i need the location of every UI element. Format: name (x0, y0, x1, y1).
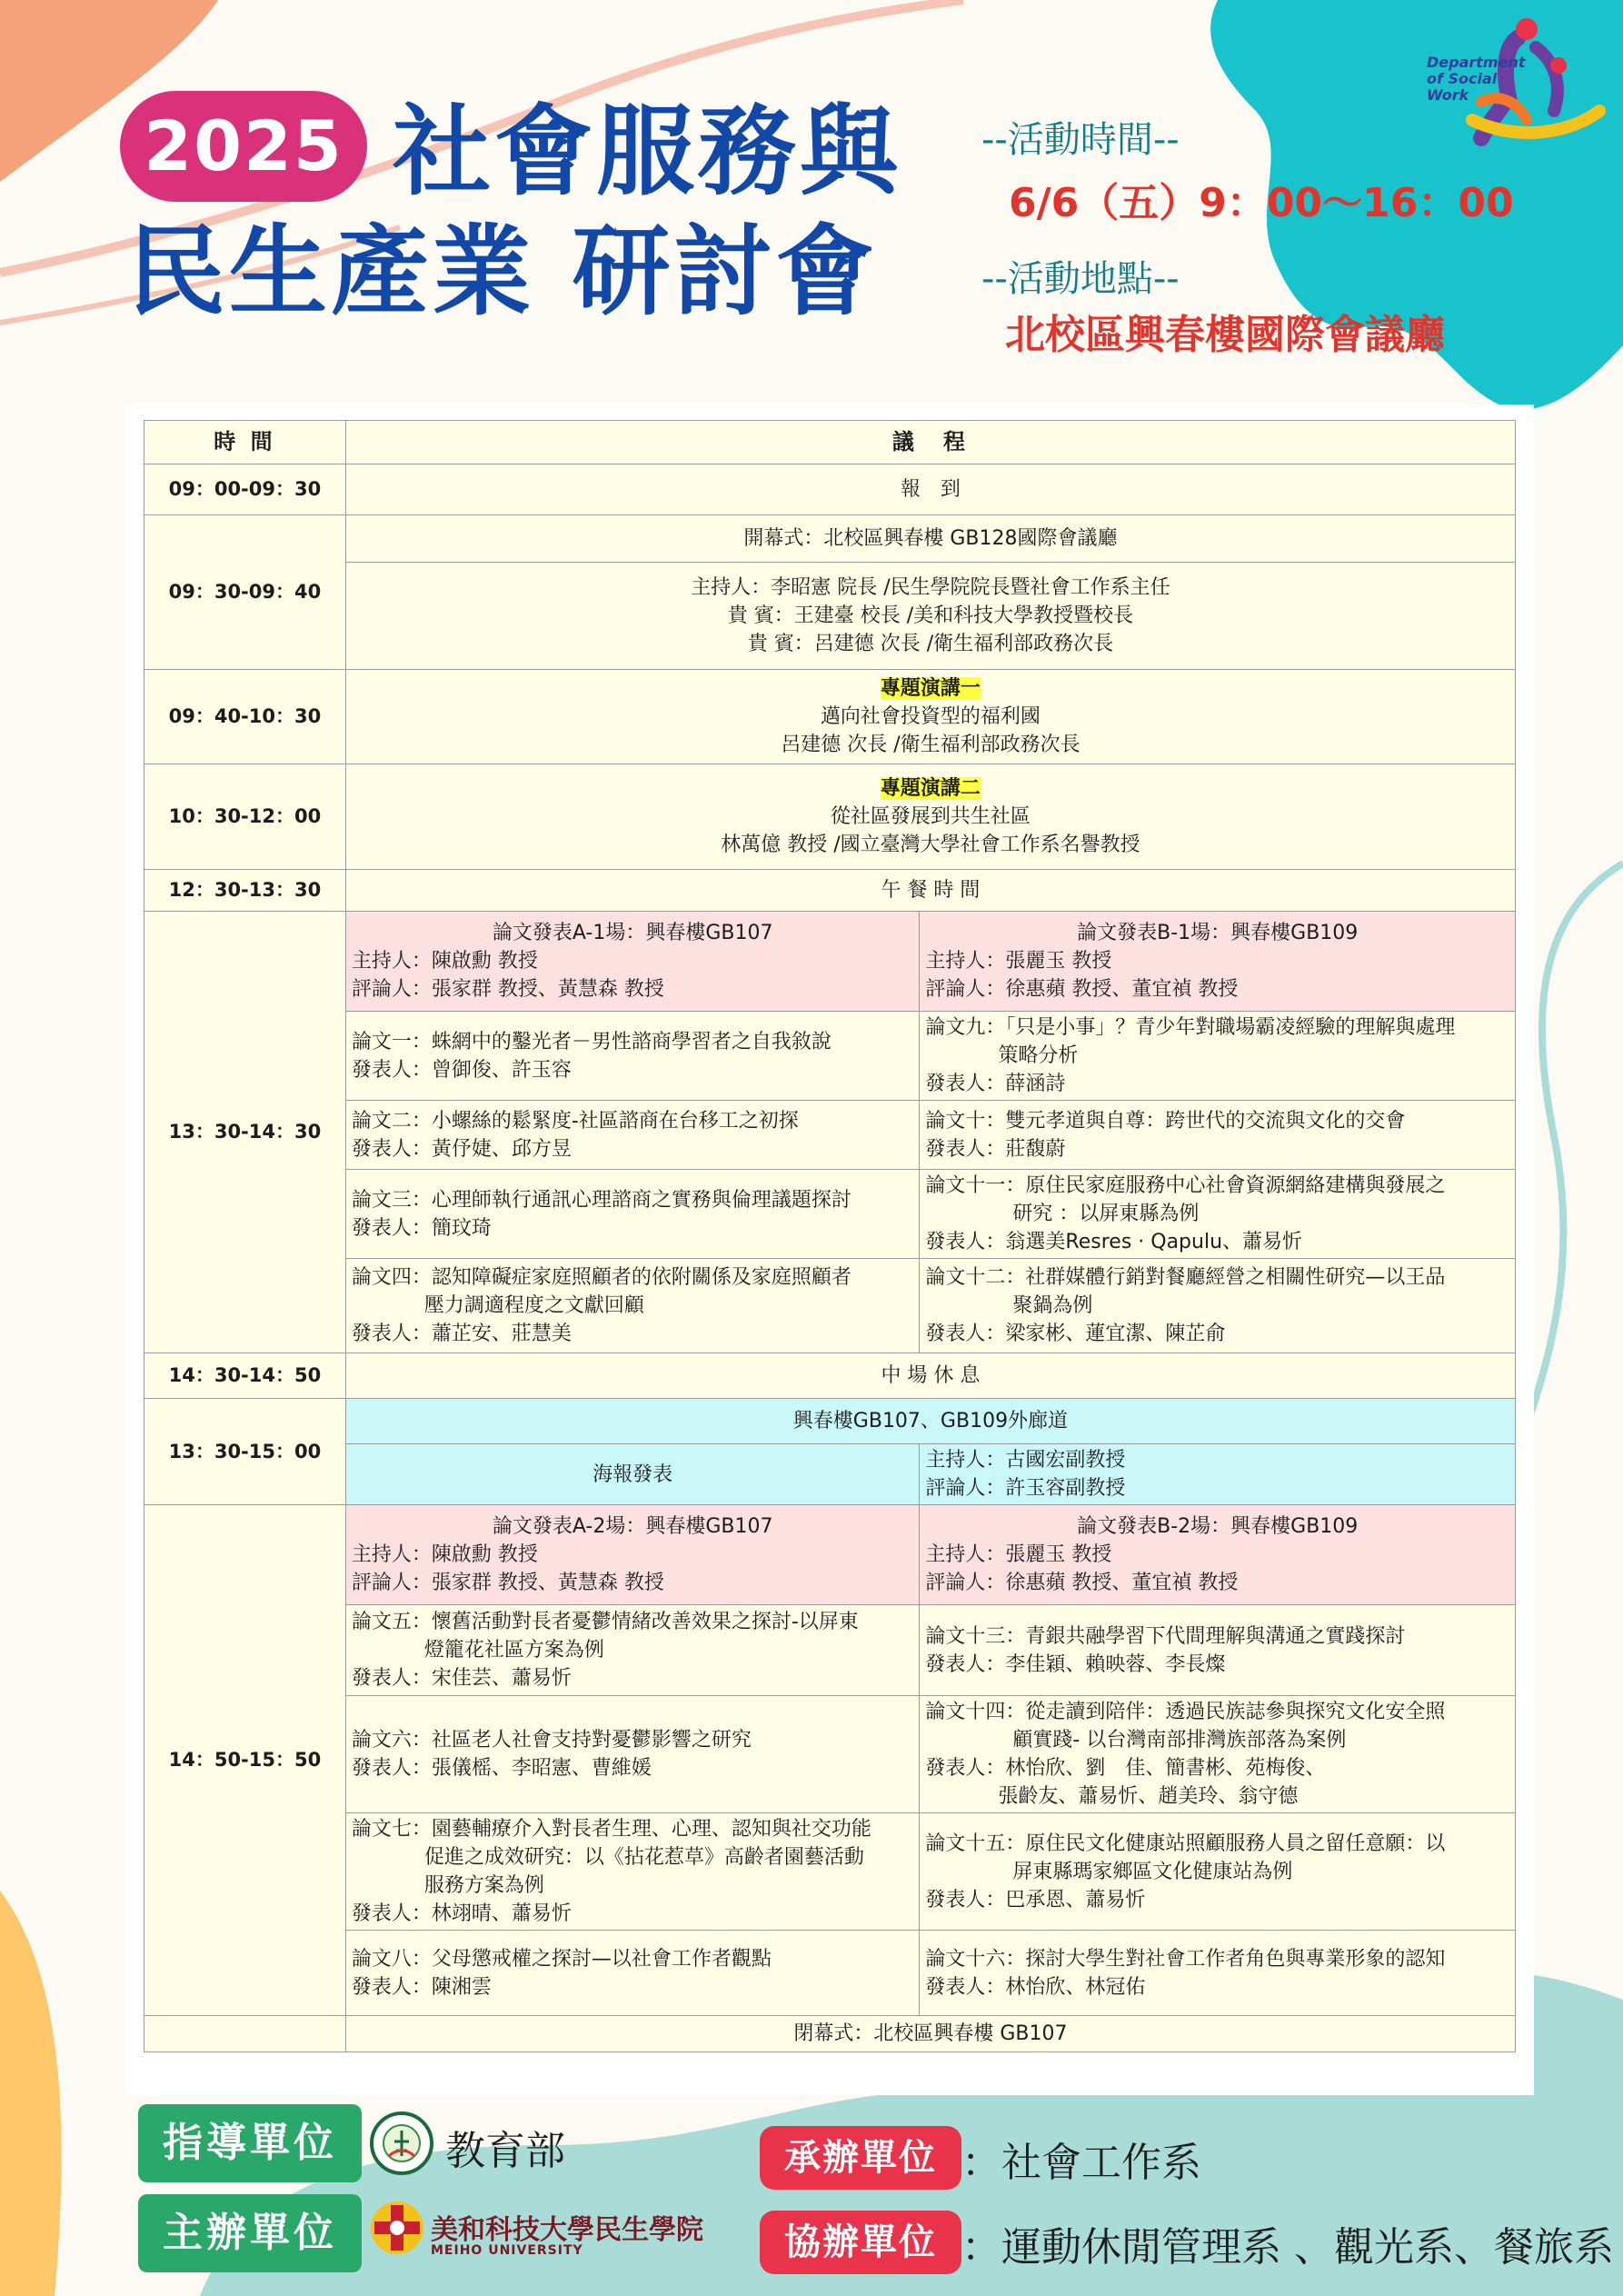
poster-session-label: 海報發表 (345, 1444, 920, 1505)
time-cell (144, 2016, 346, 2052)
host-unit-badge: 承辦單位 (760, 2126, 961, 2190)
event-place-label: --活動地點-- (981, 258, 1180, 300)
event-time-value: 6/6（五）9：00～16：00 (1009, 180, 1514, 226)
time-cell: 09：30-09：40 (144, 515, 346, 670)
meiho-university-logo-icon (369, 2200, 425, 2256)
table-row (144, 515, 1516, 563)
paper-7: 論文七：園藝輔療介入對長者生理、心理、認知與社交功能 促進之成效研究：以《拈花惹草》高齡者園藝活動 服務方案為例 發表人：林翊晴、蕭易忻 (345, 1813, 920, 1931)
guide-unit-value: 教育部 (445, 2128, 565, 2174)
table-row (144, 1505, 1516, 1605)
paper-15: 論文十五：原住民文化健康站照顧服務人員之留任意願：以 屏東縣瑪家鄉區文化健康站為例 發表人：巴承恩、蕭易忻 (920, 1813, 1516, 1931)
agenda-cell: 報 到 (345, 464, 1515, 515)
paper-1: 論文一：蛛網中的鑿光者－男性諮商學習者之自我敘說 發表人：曾御俊、許玉容 (345, 1012, 920, 1101)
table-row (144, 1259, 1516, 1353)
opening-hosts: 主持人：李昭憲 院長 /民生學院院長暨社會工作系主任 貴 賓：王建臺 校長 /美和科技大學教授暨校長 貴 賓：呂建德 次長 /衛生福利部政務次長 (345, 563, 1515, 670)
time-cell: 13：30-15：00 (144, 1399, 346, 1505)
table-row (144, 1170, 1516, 1259)
table-row (144, 1353, 1516, 1399)
event-time-label: --活動時間-- (981, 119, 1180, 161)
organizer-badge: 主辦單位 (138, 2194, 362, 2272)
paper-6: 論文六：社區老人社會支持對憂鬱影響之研究 發表人：張儀榣、李昭憲、曹維媛 (345, 1696, 920, 1813)
table-row (144, 912, 1516, 1012)
closing-ceremony: 閉幕式：北校區興春樓 GB107 (345, 2016, 1515, 2052)
paper-11: 論文十一：原住民家庭服務中心社會資源網絡建構與發展之 研究 ：以屏東縣為例 發表人：翁選美Resres · Qapulu、蕭易忻 (920, 1170, 1516, 1259)
table-row (144, 2016, 1516, 2052)
paper-4: 論文四：認知障礙症家庭照顧者的依附關係及家庭照顧者 壓力調適程度之文獻回顧 發表人：蕭芷安、莊慧美 (345, 1259, 920, 1353)
keynote-2: 專題演講二 從社區發展到共生社區 林萬億 教授 /國立臺灣大學社會工作系名譽教授 (345, 764, 1515, 870)
co-organizer-badge: 協辦單位 (760, 2211, 961, 2274)
paper-10: 論文十：雙元孝道與自尊：跨世代的交流與文化的交會 發表人：莊馥蔚 (920, 1101, 1516, 1170)
logo-text: Department of Social Work (1427, 54, 1526, 104)
paper-5: 論文五：懷舊活動對長者憂鬱情緒改善效果之探討-以屏東 燈籠花社區方案為例 發表人：宋佳芸、蕭易忻 (345, 1605, 920, 1696)
host-unit-value: ：社會工作系 (961, 2140, 1201, 2186)
paper-9: 論文九：「只是小事」？青少年對職場霸凌經驗的理解與處理 策略分析 發表人：薛涵詩 (920, 1012, 1516, 1101)
table-row (144, 764, 1516, 870)
table-row (144, 1101, 1516, 1170)
paper-16: 論文十六：探討大學生對社會工作者角色與專業形象的認知 發表人：林怡欣、林冠佑 (920, 1931, 1516, 2016)
time-cell: 13：30-14：30 (144, 912, 346, 1353)
time-cell: 09：00-09：30 (144, 464, 346, 515)
organizer-name: 美和科技大學民生學院 (431, 2214, 703, 2246)
event-title-line2: 民生產業 研討會 (127, 215, 878, 329)
session-b1-header: 論文發表B-1場：興春樓GB109 主持人：張麗玉 教授 評論人：徐惠蘋 教授、董宜禎 教授 (920, 912, 1516, 1012)
poster-location: 興春樓GB107、GB109外廊道 (345, 1399, 1515, 1444)
session-a1-header: 論文發表A-1場：興春樓GB107 主持人：陳啟勳 教授 評論人：張家群 教授、黃慧森 教授 (345, 912, 920, 1012)
time-cell: 14：50-15：50 (144, 1505, 346, 2016)
column-header-time: 時 間 (144, 421, 346, 464)
paper-12: 論文十二：社群媒體行銷對餐廳經營之相關性研究—以王品 聚鍋為例 發表人：梁家彬、蓮宜潔、陳芷俞 (920, 1259, 1516, 1353)
paper-14: 論文十四：從走讀到陪伴：透過民族誌參與探究文化安全照 顧實踐- 以台灣南部排灣族部落為案例 發表人：林怡欣、劉 佳、簡書彬、苑梅俊、 張齡友、蕭易忻、趙美玲、翁守德 (920, 1696, 1516, 1813)
table-row (144, 1813, 1516, 1931)
agenda-cell: 午 餐 時 間 (345, 870, 1515, 912)
time-cell: 12：30-13：30 (144, 870, 346, 912)
paper-2: 論文二：小螺絲的鬆緊度-社區諮商在台移工之初探 發表人：黃伃婕、邱方昱 (345, 1101, 920, 1170)
paper-13: 論文十三：青銀共融學習下代間理解與溝通之實踐探討 發表人：李佳穎、賴映蓉、李長燦 (920, 1605, 1516, 1696)
time-cell: 14：30-14：50 (144, 1353, 346, 1399)
table-row (144, 870, 1516, 912)
department-logo (1418, 11, 1608, 156)
session-a2-header: 論文發表A-2場：興春樓GB107 主持人：陳啟勳 教授 評論人：張家群 教授、黃慧森 教授 (345, 1505, 920, 1605)
table-row (144, 563, 1516, 670)
opening-ceremony: 開幕式：北校區興春樓 GB128國際會議廳 (345, 515, 1515, 563)
table-row (144, 1605, 1516, 1696)
guide-unit-badge: 指導單位 (138, 2104, 362, 2182)
schedule-table (144, 420, 1516, 2052)
time-cell: 09：40-10：30 (144, 670, 346, 764)
event-title-line1: 社會服務與 (393, 95, 902, 209)
event-place-value: 北校區興春樓國際會議廳 (1005, 312, 1445, 358)
table-row (144, 1399, 1516, 1444)
poster-hosts: 主持人：古國宏副教授 評論人：許玉容副教授 (920, 1444, 1516, 1505)
session-b2-header: 論文發表B-2場：興春樓GB109 主持人：張麗玉 教授 評論人：徐惠蘋 教授、董宜禎 教授 (920, 1505, 1516, 1605)
table-row (144, 1012, 1516, 1101)
time-cell: 10：30-12：00 (144, 764, 346, 870)
table-row (144, 1444, 1516, 1505)
table-row (144, 464, 1516, 515)
paper-8: 論文八：父母懲戒權之探討—以社會工作者觀點 發表人：陳湘雲 (345, 1931, 920, 2016)
ministry-of-education-logo-icon (369, 2111, 434, 2176)
agenda-cell: 中 場 休 息 (345, 1353, 1515, 1399)
year-badge: 2025 (120, 91, 367, 202)
table-row (144, 1931, 1516, 2016)
column-header-agenda: 議 程 (345, 421, 1515, 464)
keynote-1: 專題演講一 邁向社會投資型的福利國 呂建德 次長 /衛生福利部政務次長 (345, 670, 1515, 764)
table-row (144, 1696, 1516, 1813)
organizer-english-name: MEIHO UNIVERSITY (431, 2243, 583, 2258)
table-row (144, 670, 1516, 764)
paper-3: 論文三：心理師執行通訊心理諮商之實務與倫理議題探討 發表人：簡玟琦 (345, 1170, 920, 1259)
co-organizer-value: ：運動休閒管理系 、觀光系、餐旅系 (961, 2224, 1614, 2271)
